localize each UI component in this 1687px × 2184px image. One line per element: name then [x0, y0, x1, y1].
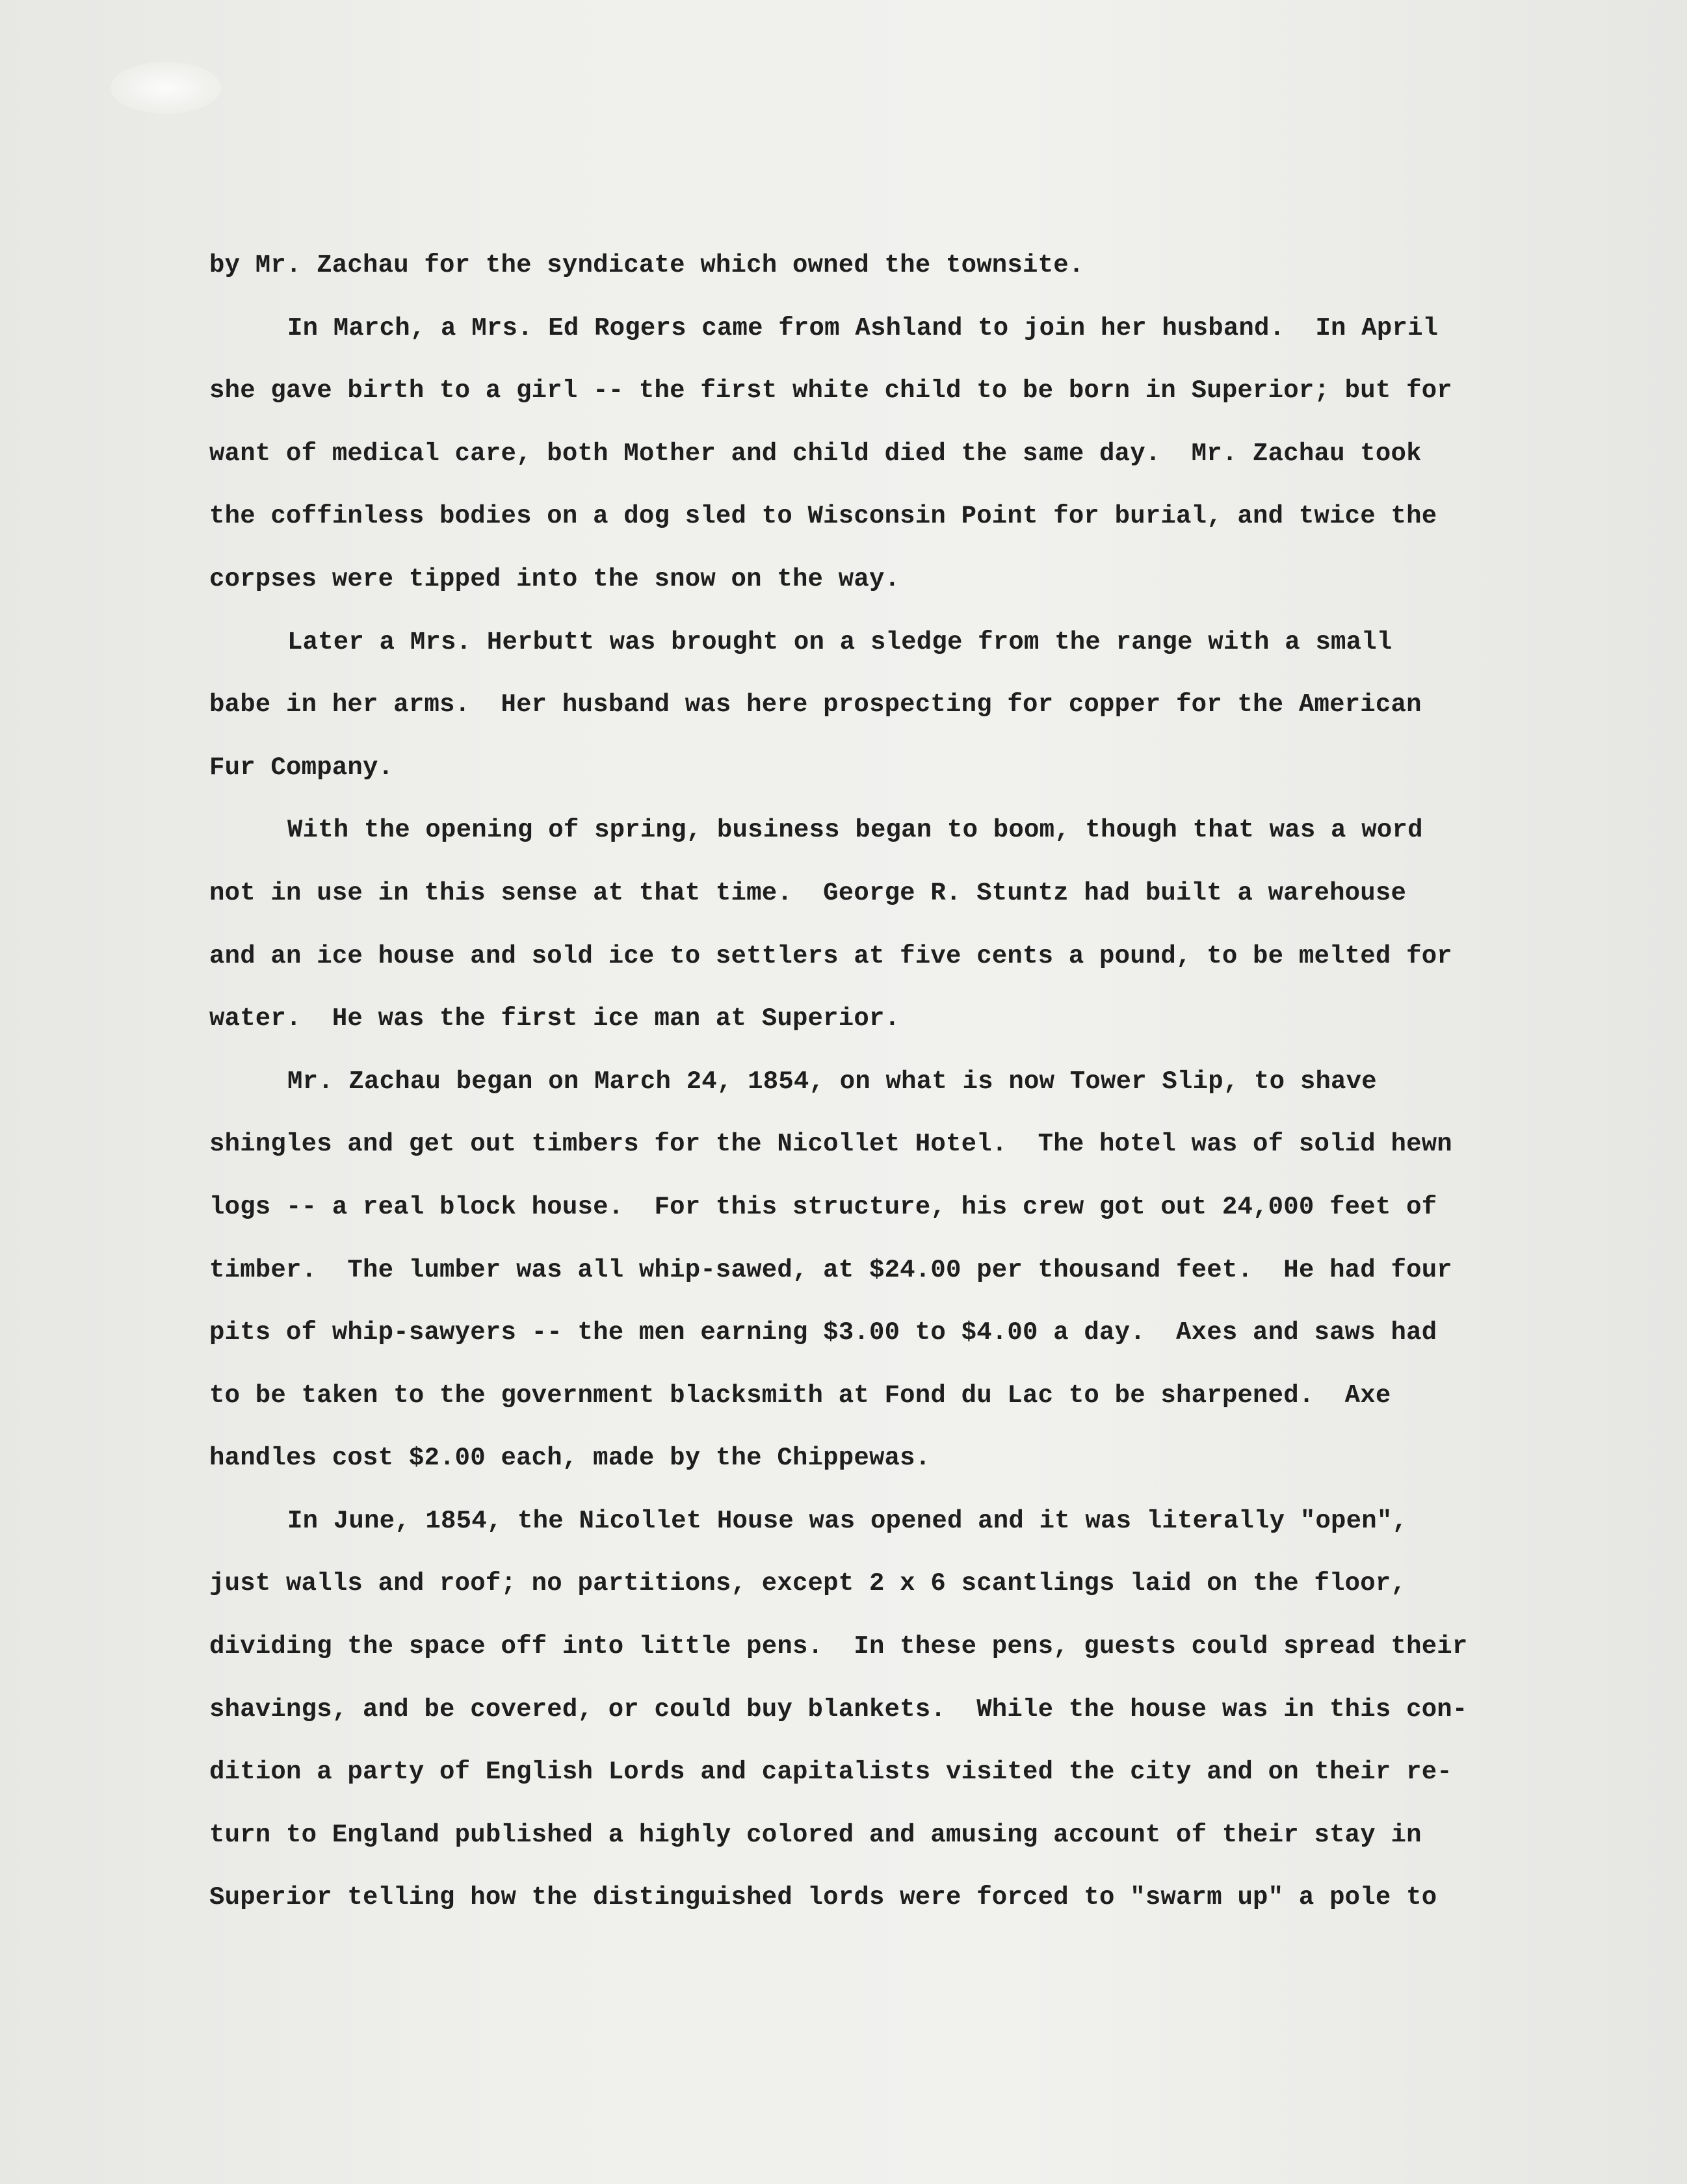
- paragraph: [209, 611, 1536, 800]
- paragraph: [209, 297, 1536, 611]
- text-line: With the opening of spring, business began to boom, though that was a word: [287, 816, 1423, 845]
- text-line: water. He was the first ice man at Superior.: [209, 1004, 900, 1034]
- text-line: by Mr. Zachau for the syndicate which owned the townsite.: [209, 251, 1084, 280]
- text-line: logs -- a real block house. For this structure, his crew got out 24,000 feet of: [209, 1192, 1437, 1221]
- text-line: corpses were tipped into the snow on the way.: [209, 564, 900, 593]
- paragraph: [209, 234, 1536, 297]
- text-line: just walls and roof; no partitions, except 2 x 6 scantlings laid on the floor,: [209, 1569, 1407, 1598]
- text-line: to be taken to the government blacksmith at Fond du Lac to be sharpened. Axe: [209, 1381, 1391, 1410]
- text-line: Fur Company.: [209, 753, 394, 782]
- text-line: In June, 1854, the Nicollet House was opened and it was literally "open",: [287, 1506, 1408, 1535]
- document-body: [209, 234, 1536, 1929]
- paragraph: [209, 799, 1536, 1050]
- text-line: the coffinless bodies on a dog sled to Wisconsin Point for burial, and twice the: [209, 502, 1437, 531]
- text-line: shingles and get out timbers for the Nicollet Hotel. The hotel was of solid hewn: [209, 1130, 1452, 1159]
- text-line: timber. The lumber was all whip-sawed, at $24.00 per thousand feet. He had four: [209, 1255, 1452, 1284]
- text-line: Superior telling how the distinguished lords were forced to "swarm up" a pole to: [209, 1883, 1437, 1912]
- text-line: pits of whip-sawyers -- the men earning $3.00 to $4.00 a day. Axes and saws had: [209, 1318, 1437, 1347]
- text-line: she gave birth to a girl -- the first white child to be born in Superior; but for: [209, 376, 1452, 406]
- text-line: not in use in this sense at that time. George R. Stuntz had built a warehouse: [209, 878, 1407, 907]
- text-line: dividing the space off into little pens. In these pens, guests could spread their: [209, 1632, 1468, 1661]
- text-line: want of medical care, both Mother and child died the same day. Mr. Zachau took: [209, 439, 1422, 468]
- paragraph: [209, 1490, 1536, 1929]
- paper-smudge: [111, 62, 221, 114]
- text-line: and an ice house and sold ice to settlers at five cents a pound, to be melted for: [209, 941, 1452, 970]
- paragraph: [209, 1050, 1536, 1490]
- text-line: Mr. Zachau began on March 24, 1854, on what is now Tower Slip, to shave: [287, 1067, 1377, 1096]
- text-line: shavings, and be covered, or could buy blankets. While the house was in this con-: [209, 1695, 1468, 1724]
- text-line: dition a party of English Lords and capitalists visited the city and on their re-: [209, 1758, 1452, 1787]
- text-line: Later a Mrs. Herbutt was brought on a sledge from the range with a small: [287, 627, 1393, 656]
- text-line: babe in her arms. Her husband was here prospecting for copper for the American: [209, 690, 1422, 720]
- text-line: turn to England published a highly colored and amusing account of their stay in: [209, 1820, 1422, 1849]
- text-line: handles cost $2.00 each, made by the Chippewas.: [209, 1444, 931, 1473]
- text-line: In March, a Mrs. Ed Rogers came from Ashland to join her husband. In April: [287, 313, 1439, 343]
